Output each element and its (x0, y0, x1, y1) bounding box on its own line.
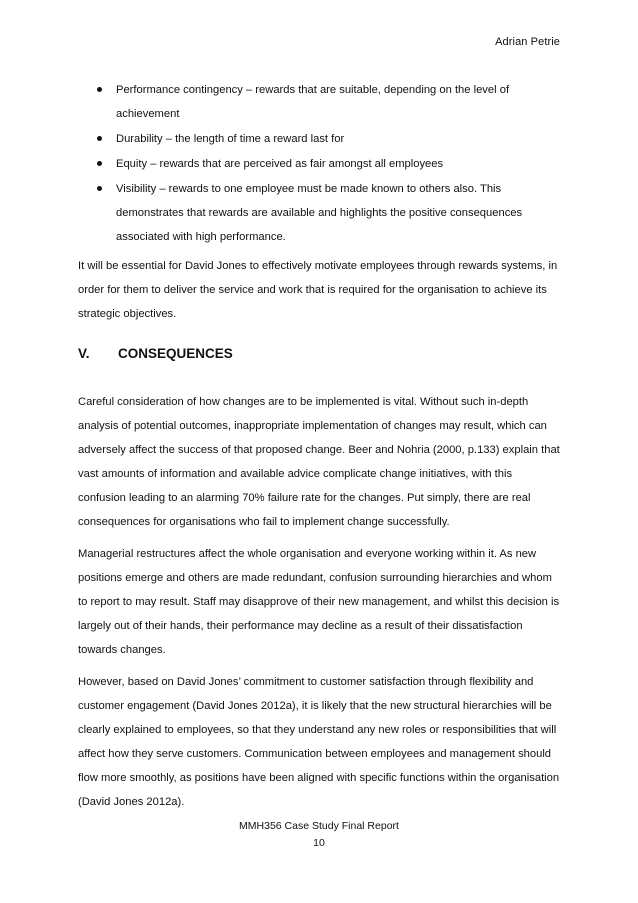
page-footer (0, 818, 638, 852)
paragraph-managerial-restructures: Managerial restructures affect the whole organisation and everyone working within it. As new positions emerge and others are made redundant, confusion surrounding hierarchies and whom to report to may result. Staff may disapprove of their new management, and whilst this decision is largely out of their hands, their performance may decline as a result of their dissatisfaction towards changes. (78, 548, 560, 656)
bullet-text: Performance contingency – rewards that are suitable, depending on the level of achievement (116, 84, 510, 120)
bullet-icon (97, 161, 102, 166)
section-number: V. (78, 346, 90, 361)
bullet-icon (97, 87, 102, 92)
bullet-item-visibility (96, 177, 556, 249)
bullet-list (96, 78, 556, 250)
footer-course: MMH356 Case Study Final Report (239, 820, 399, 832)
bullet-icon (97, 136, 102, 141)
bullet-item-equity (96, 152, 556, 176)
bullet-item-durability (96, 127, 556, 151)
section-title: CONSEQUENCES (118, 346, 233, 361)
paragraph-david-jones-commitment: However, based on David Jones’ commitment to customer satisfaction through flexibility and customer engagement (David Jones 2012a), it is likely that the new structural hierarchies will be clearly explained to employees, so that they understand any new roles or responsibilities that will affect how they serve customers. Communication between employees and management should flow more smoothly, as positions have been aligned with specific functions within the organisation (David Jones 2012a). (78, 676, 560, 808)
footer-page-number: 10 (313, 837, 325, 849)
paragraph-motivation: It will be essential for David Jones to effectively motivate employees through rewards systems, in order for them to deliver the service and work that is required for the organisation to achieve its strategic objectives. (78, 260, 558, 320)
bullet-item-performance (96, 78, 556, 126)
header-author: Adrian Petrie (495, 36, 560, 48)
bullet-text: Equity – rewards that are perceived as fair amongst all employees (116, 158, 444, 170)
paragraph-careful-consideration: Careful consideration of how changes are to be implemented is vital. Without such in-depth analysis of potential outcomes, inappropriate implementation of changes may result, which can adversely affect the success of that proposed change. Beer and Nohria (2000, p.133) explain that vast amounts of information and available advice complicate change initiatives, with this confusion leading to an alarming 70% failure rate for the changes. Put simply, there are real consequences for organisations who fail to implement change successfully. (78, 396, 560, 528)
section-heading (78, 346, 233, 361)
bullet-text: Durability – the length of time a reward last for (116, 133, 345, 145)
bullet-text: Visibility – rewards to one employee must be made known to others also. This demonstrates that rewards are available and highlights the positive consequences associated with high performance. (116, 183, 523, 243)
bullet-icon (97, 186, 102, 191)
